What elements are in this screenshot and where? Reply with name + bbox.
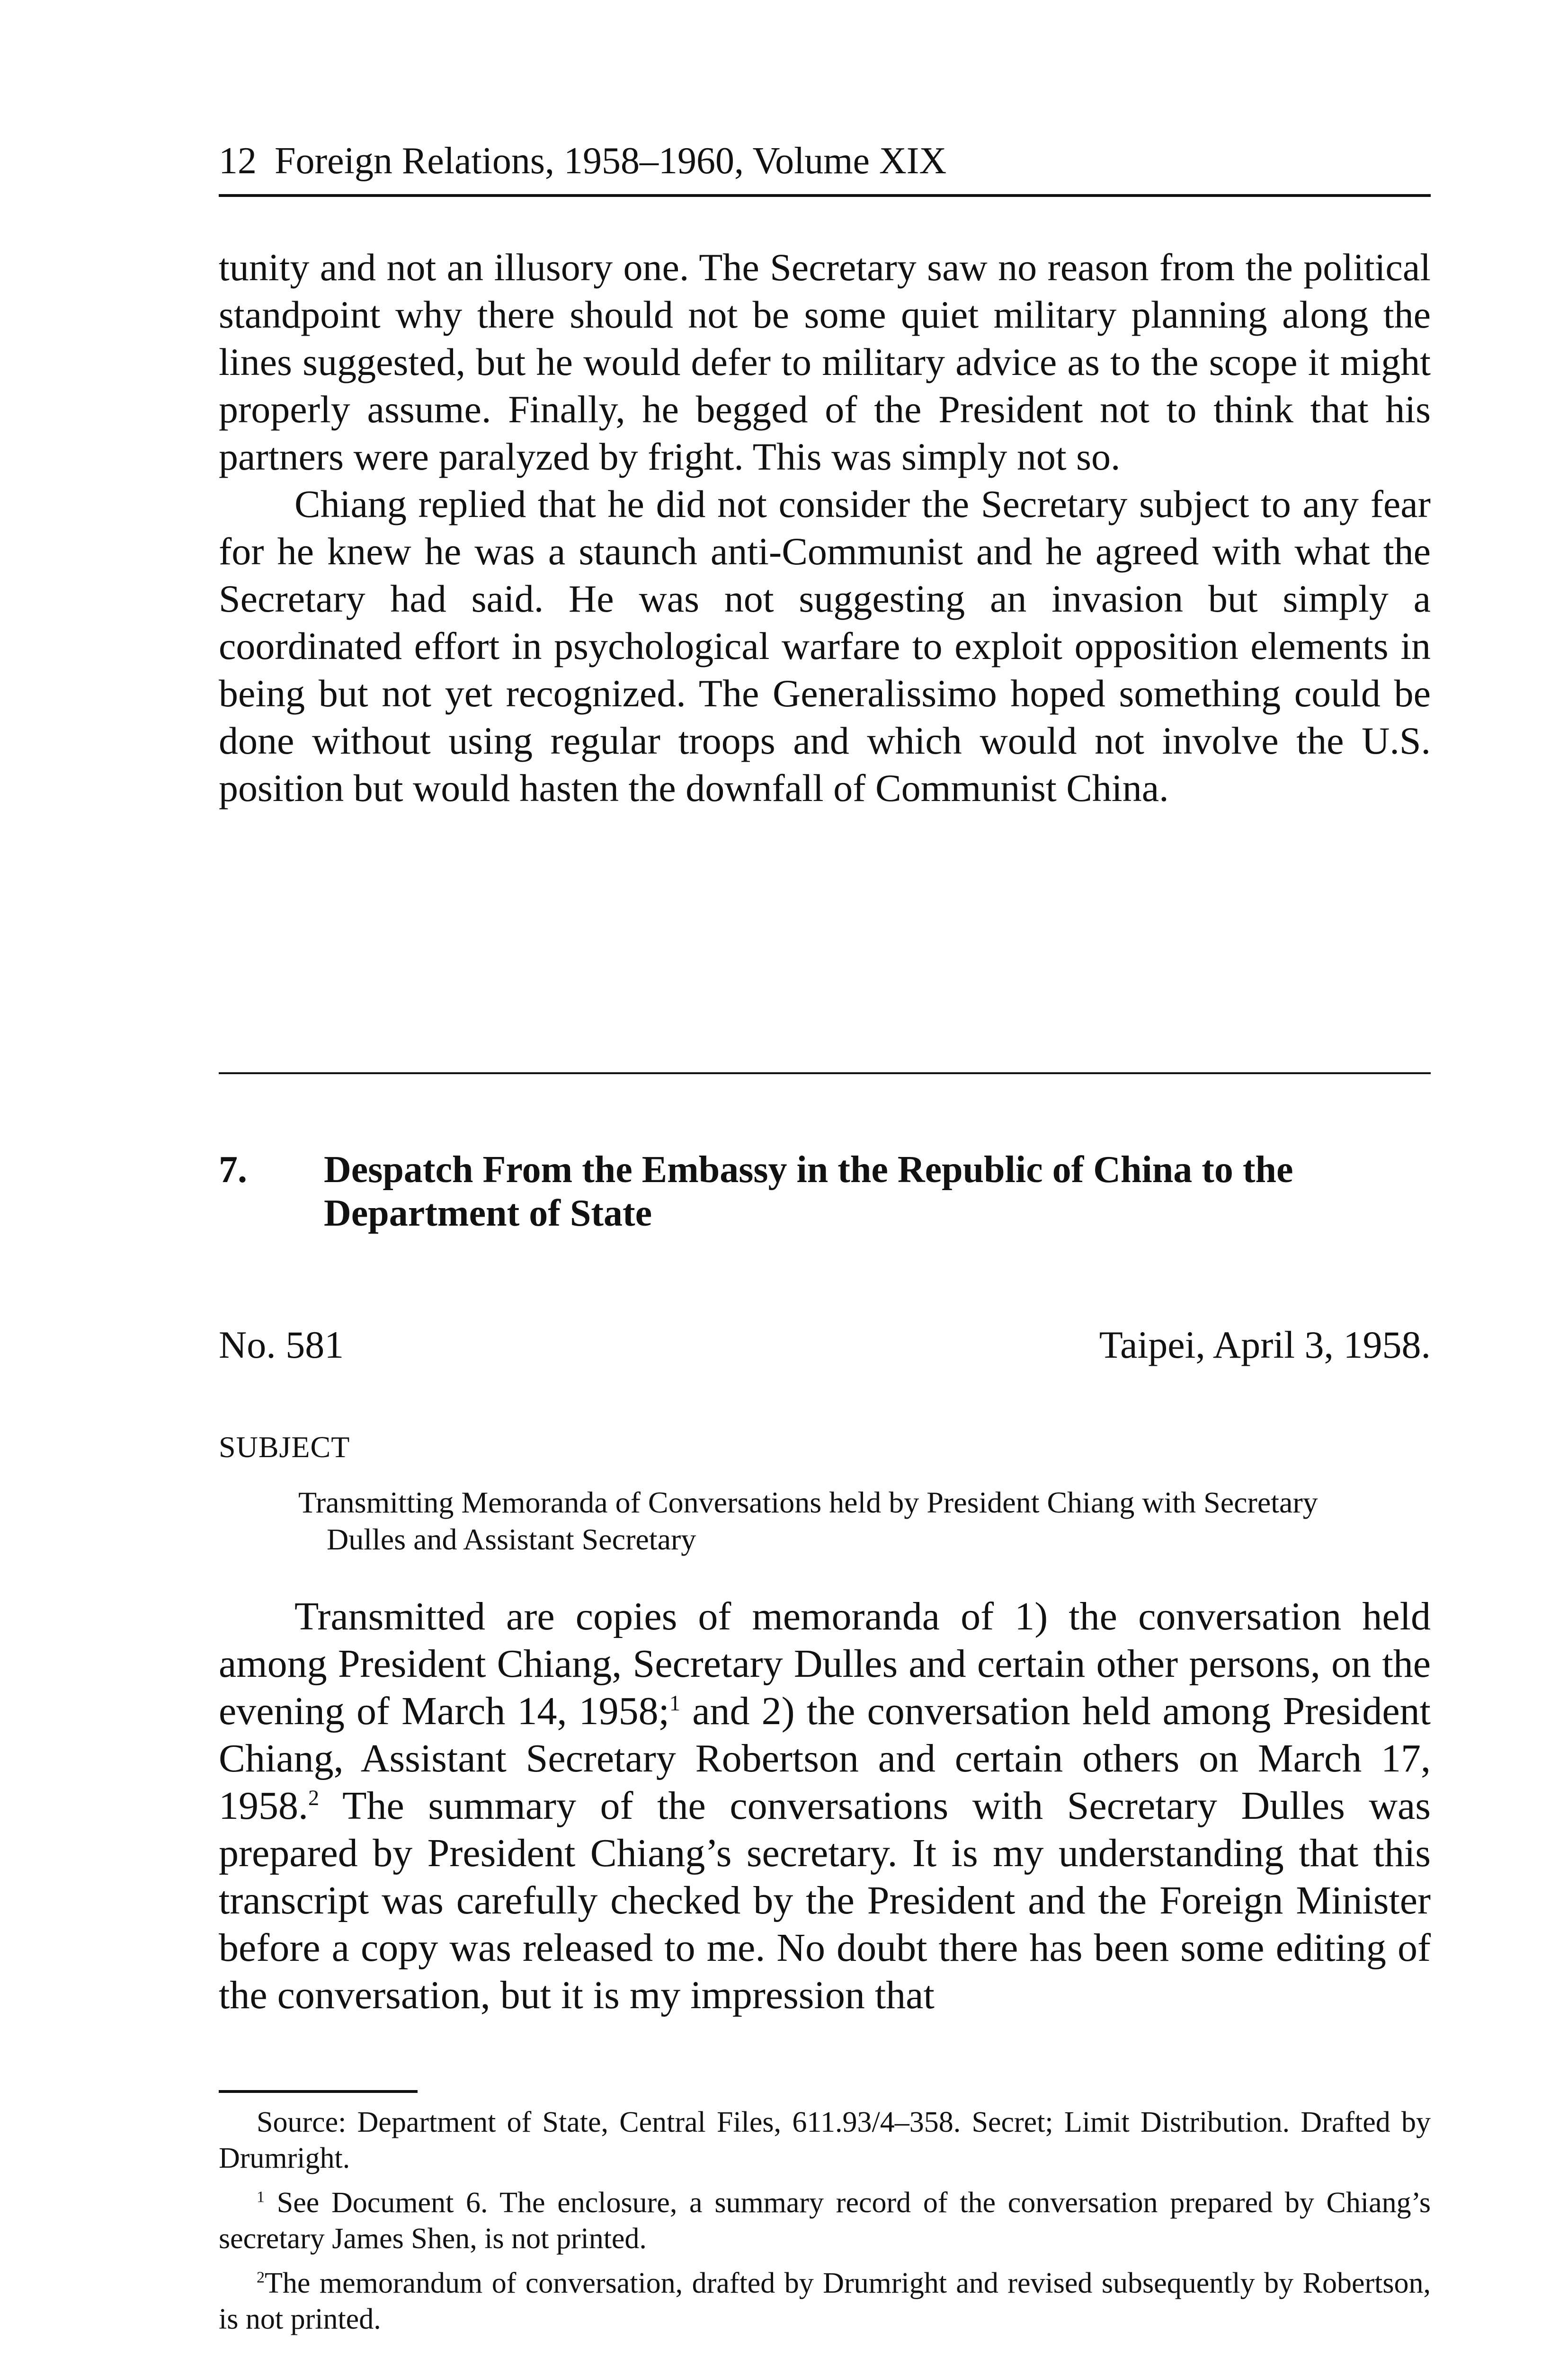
place-date: Taipei, April 3, 1958. xyxy=(1099,1323,1431,1366)
footnote-rule xyxy=(219,2090,418,2093)
continuation-paragraph-1: tunity and not an illusory one. The Secretary saw no reason from the political standpoint why there should not be some quiet military planning along the lines suggested, but he would defer to military advice as to the scope it might properly assume. Finally, he begged of the President not to think that his partners were paralyzed by fright. This was simply not so. xyxy=(219,246,1431,478)
document-heading xyxy=(219,1148,1431,1235)
page-number: 12 xyxy=(219,140,257,182)
footnote-source: Source: Department of State, Central Files, 611.93/4–358. Secret; Limit Distribution. Drafted by Drumright. xyxy=(219,2106,1431,2174)
despatch-paragraph xyxy=(219,1593,1431,2019)
footnote-2 xyxy=(219,2265,1431,2337)
footnote-1-marker: 1 xyxy=(257,2188,265,2206)
footnotes xyxy=(219,2104,1431,2346)
footnote-2-text: The memorandum of conversation, drafted by Drumright and revised subsequently by Robertson, is not printed. xyxy=(219,2267,1431,2335)
footnote-1-text: See Document 6. The enclosure, a summary record of the conversation prepared by Chiang’s secretary James Shen, is not printed. xyxy=(219,2187,1431,2255)
footnote-ref-2: 2 xyxy=(308,1786,320,1810)
document-title: Despatch From the Embassy in the Republic of China to the Department of State xyxy=(324,1149,1293,1234)
despatch-body xyxy=(219,1593,1431,2019)
despatch-text-part-1: Transmitted are copies of memoranda of 1) the conversation held among President Chiang, Secretary Dulles and certain other persons, on the evening of March 14, 1958; xyxy=(219,1594,1431,1733)
despatch-text-part-2: and 2) the conversation held among President Chiang, Assistant Secretary Robertson and certain others on March 17, 1958. xyxy=(219,1689,1431,1828)
continuation-text xyxy=(219,244,1431,812)
section-divider xyxy=(219,1072,1431,1074)
despatch-number: No. 581 xyxy=(219,1323,344,1366)
footnote-2-marker: 2 xyxy=(257,2269,265,2287)
document-number: 7. xyxy=(219,1149,247,1191)
subject-text: Transmitting Memoranda of Conversations held by President Chiang with Secretary Dulles and Assistant Secretary xyxy=(298,1486,1318,1556)
subject-label: SUBJECT xyxy=(219,1430,350,1464)
running-head xyxy=(219,142,946,180)
despatch-text-part-3: The summary of the conversations with Secretary Dulles was prepared by President Chiang’s secretary. It is my understanding that this transcript was carefully checked by the President and the Foreign Minister before a copy was released to me. No doubt there has been some editing of the conversation, but it is my impression that xyxy=(219,1784,1431,2017)
continuation-paragraph-2: Chiang replied that he did not consider the Secretary subject to any fear for he knew he was a staunch anti-Communist and he agreed with what the Secretary had said. He was not suggesting an invasion but simply a coordinated effort in psychological warfare to exploit opposition elements in being but not yet recognized. The Generalissimo hoped something could be done without using regular troops and which would not involve the U.S. position but would hasten the downfall of Communist China. xyxy=(219,482,1431,810)
footnote-ref-1: 1 xyxy=(669,1691,681,1715)
running-head-title: Foreign Relations, 1958–1960, Volume XIX xyxy=(275,140,947,182)
footnote-1 xyxy=(219,2185,1431,2257)
header-rule xyxy=(219,194,1431,197)
